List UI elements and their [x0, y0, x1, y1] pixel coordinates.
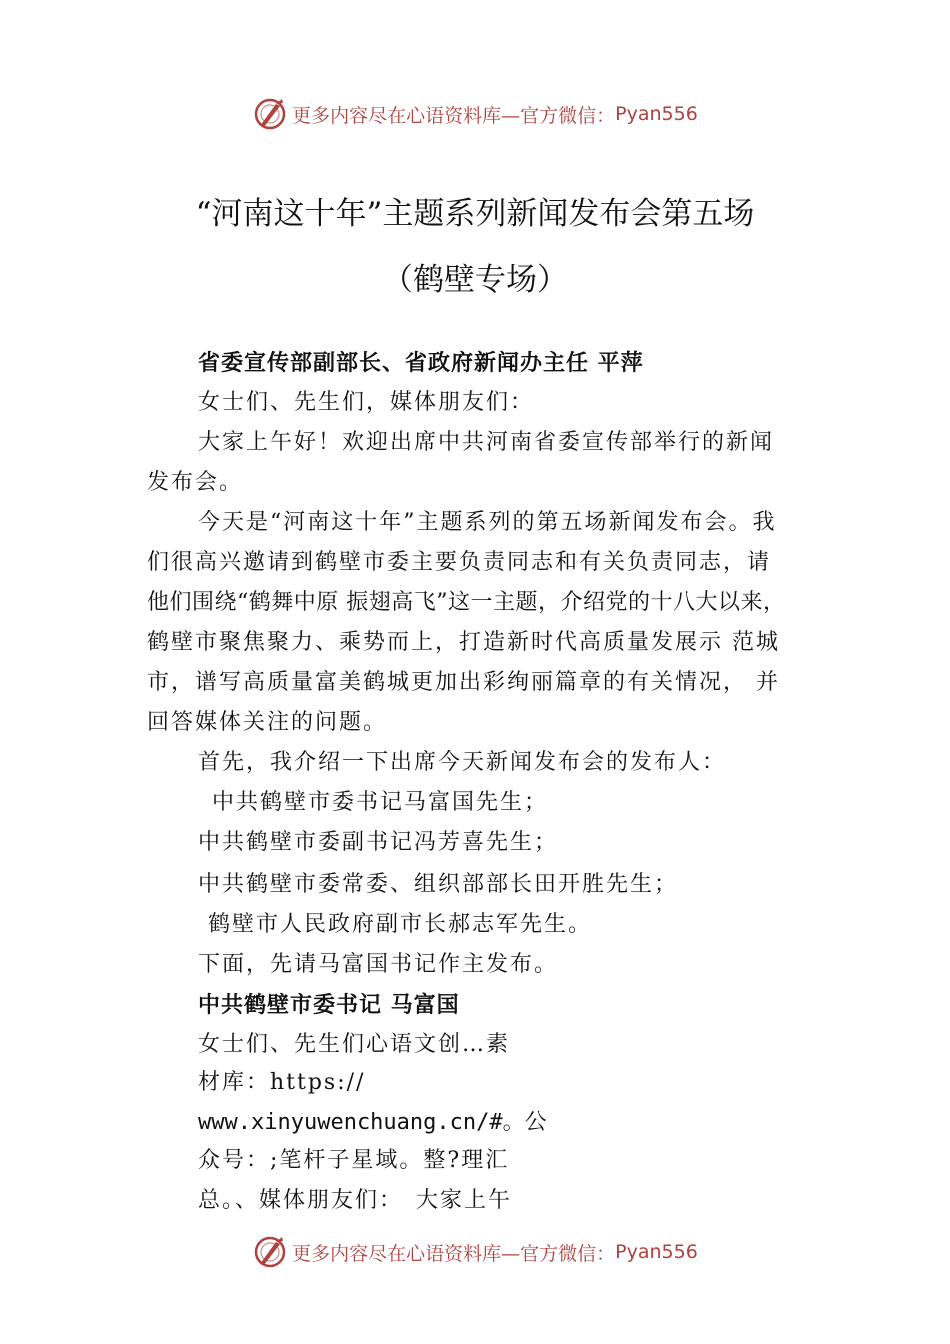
- paragraph-line: 女士们、先生们，媒体朋友们：: [198, 390, 535, 415]
- speaker-heading: 省委宣传部副部长、省政府新闻办主任 平萍: [198, 350, 644, 376]
- paragraph-line: 大家上午好！欢迎出席中共河南省委宣传部举行的新闻: [198, 430, 775, 455]
- paragraph-line: www.xinyuwenchuang.cn/#。公: [198, 1110, 547, 1135]
- paragraph-line: 回答媒体关注的问题。: [147, 710, 388, 735]
- paragraph-line: 们很高兴邀请到鹤壁市委主要负责同志和有关负责同志，请: [147, 550, 772, 575]
- paragraph-line: 材库：https://: [198, 1070, 366, 1095]
- paragraph-line: 市，谱写高质量富美鹤城更加出彩绚丽篇章的有关情况， 并: [147, 670, 780, 695]
- paragraph-line: 下面，先请马富国书记作主发布。: [198, 952, 559, 977]
- watermark-banner-bottom: [0, 1230, 950, 1274]
- paragraph-line: 今天是“河南这十年”主题系列的第五场新闻发布会。我: [198, 510, 777, 535]
- paragraph-line: 首先，我介绍一下出席今天新闻发布会的发布人：: [198, 750, 727, 775]
- speaker-heading: 中共鹤壁市委书记 马富国: [198, 992, 460, 1018]
- document-subtitle: （鹤壁专场）: [382, 262, 568, 298]
- paragraph-line: 众号：;笔杆子星域。整?理汇: [198, 1148, 510, 1173]
- watermark-wechat-id: Pyan556: [615, 103, 698, 125]
- watermark-text: 更多内容尽在心语资料库—官方微信：: [292, 1242, 616, 1265]
- paragraph-line: 他们围绕“鹤舞中原 振翅高飞”这一主题，介绍党的十八大以来，: [147, 590, 786, 615]
- paragraph-line: 发布会。: [147, 470, 244, 495]
- paragraph-line: 总。、媒体朋友们： 大家上午: [198, 1188, 513, 1213]
- speaker-list-item: 中共鹤壁市委常委、组织部部长田开胜先生；: [198, 872, 679, 897]
- watermark-wechat-id: Pyan556: [615, 1241, 698, 1263]
- speaker-list-item: 中共鹤壁市委副书记冯芳喜先生；: [198, 830, 559, 855]
- quill-pen-logo-icon: [252, 1234, 288, 1270]
- paragraph-line: 鹤壁市聚焦聚力、乘势而上，打造新时代高质量发展示 范城: [147, 630, 780, 655]
- paragraph-line: 女士们、先生们心语文创…素: [198, 1032, 511, 1057]
- watermark-text: 更多内容尽在心语资料库—官方微信：: [292, 104, 616, 127]
- document-title: “河南这十年”主题系列新闻发布会第五场: [195, 196, 755, 232]
- speaker-list-item: 中共鹤壁市委书记马富国先生；: [212, 790, 549, 815]
- watermark-banner-top: [0, 92, 950, 136]
- quill-pen-logo-icon: [252, 96, 288, 132]
- speaker-list-item: 鹤壁市人民政府副市长郝志军先生。: [208, 912, 593, 937]
